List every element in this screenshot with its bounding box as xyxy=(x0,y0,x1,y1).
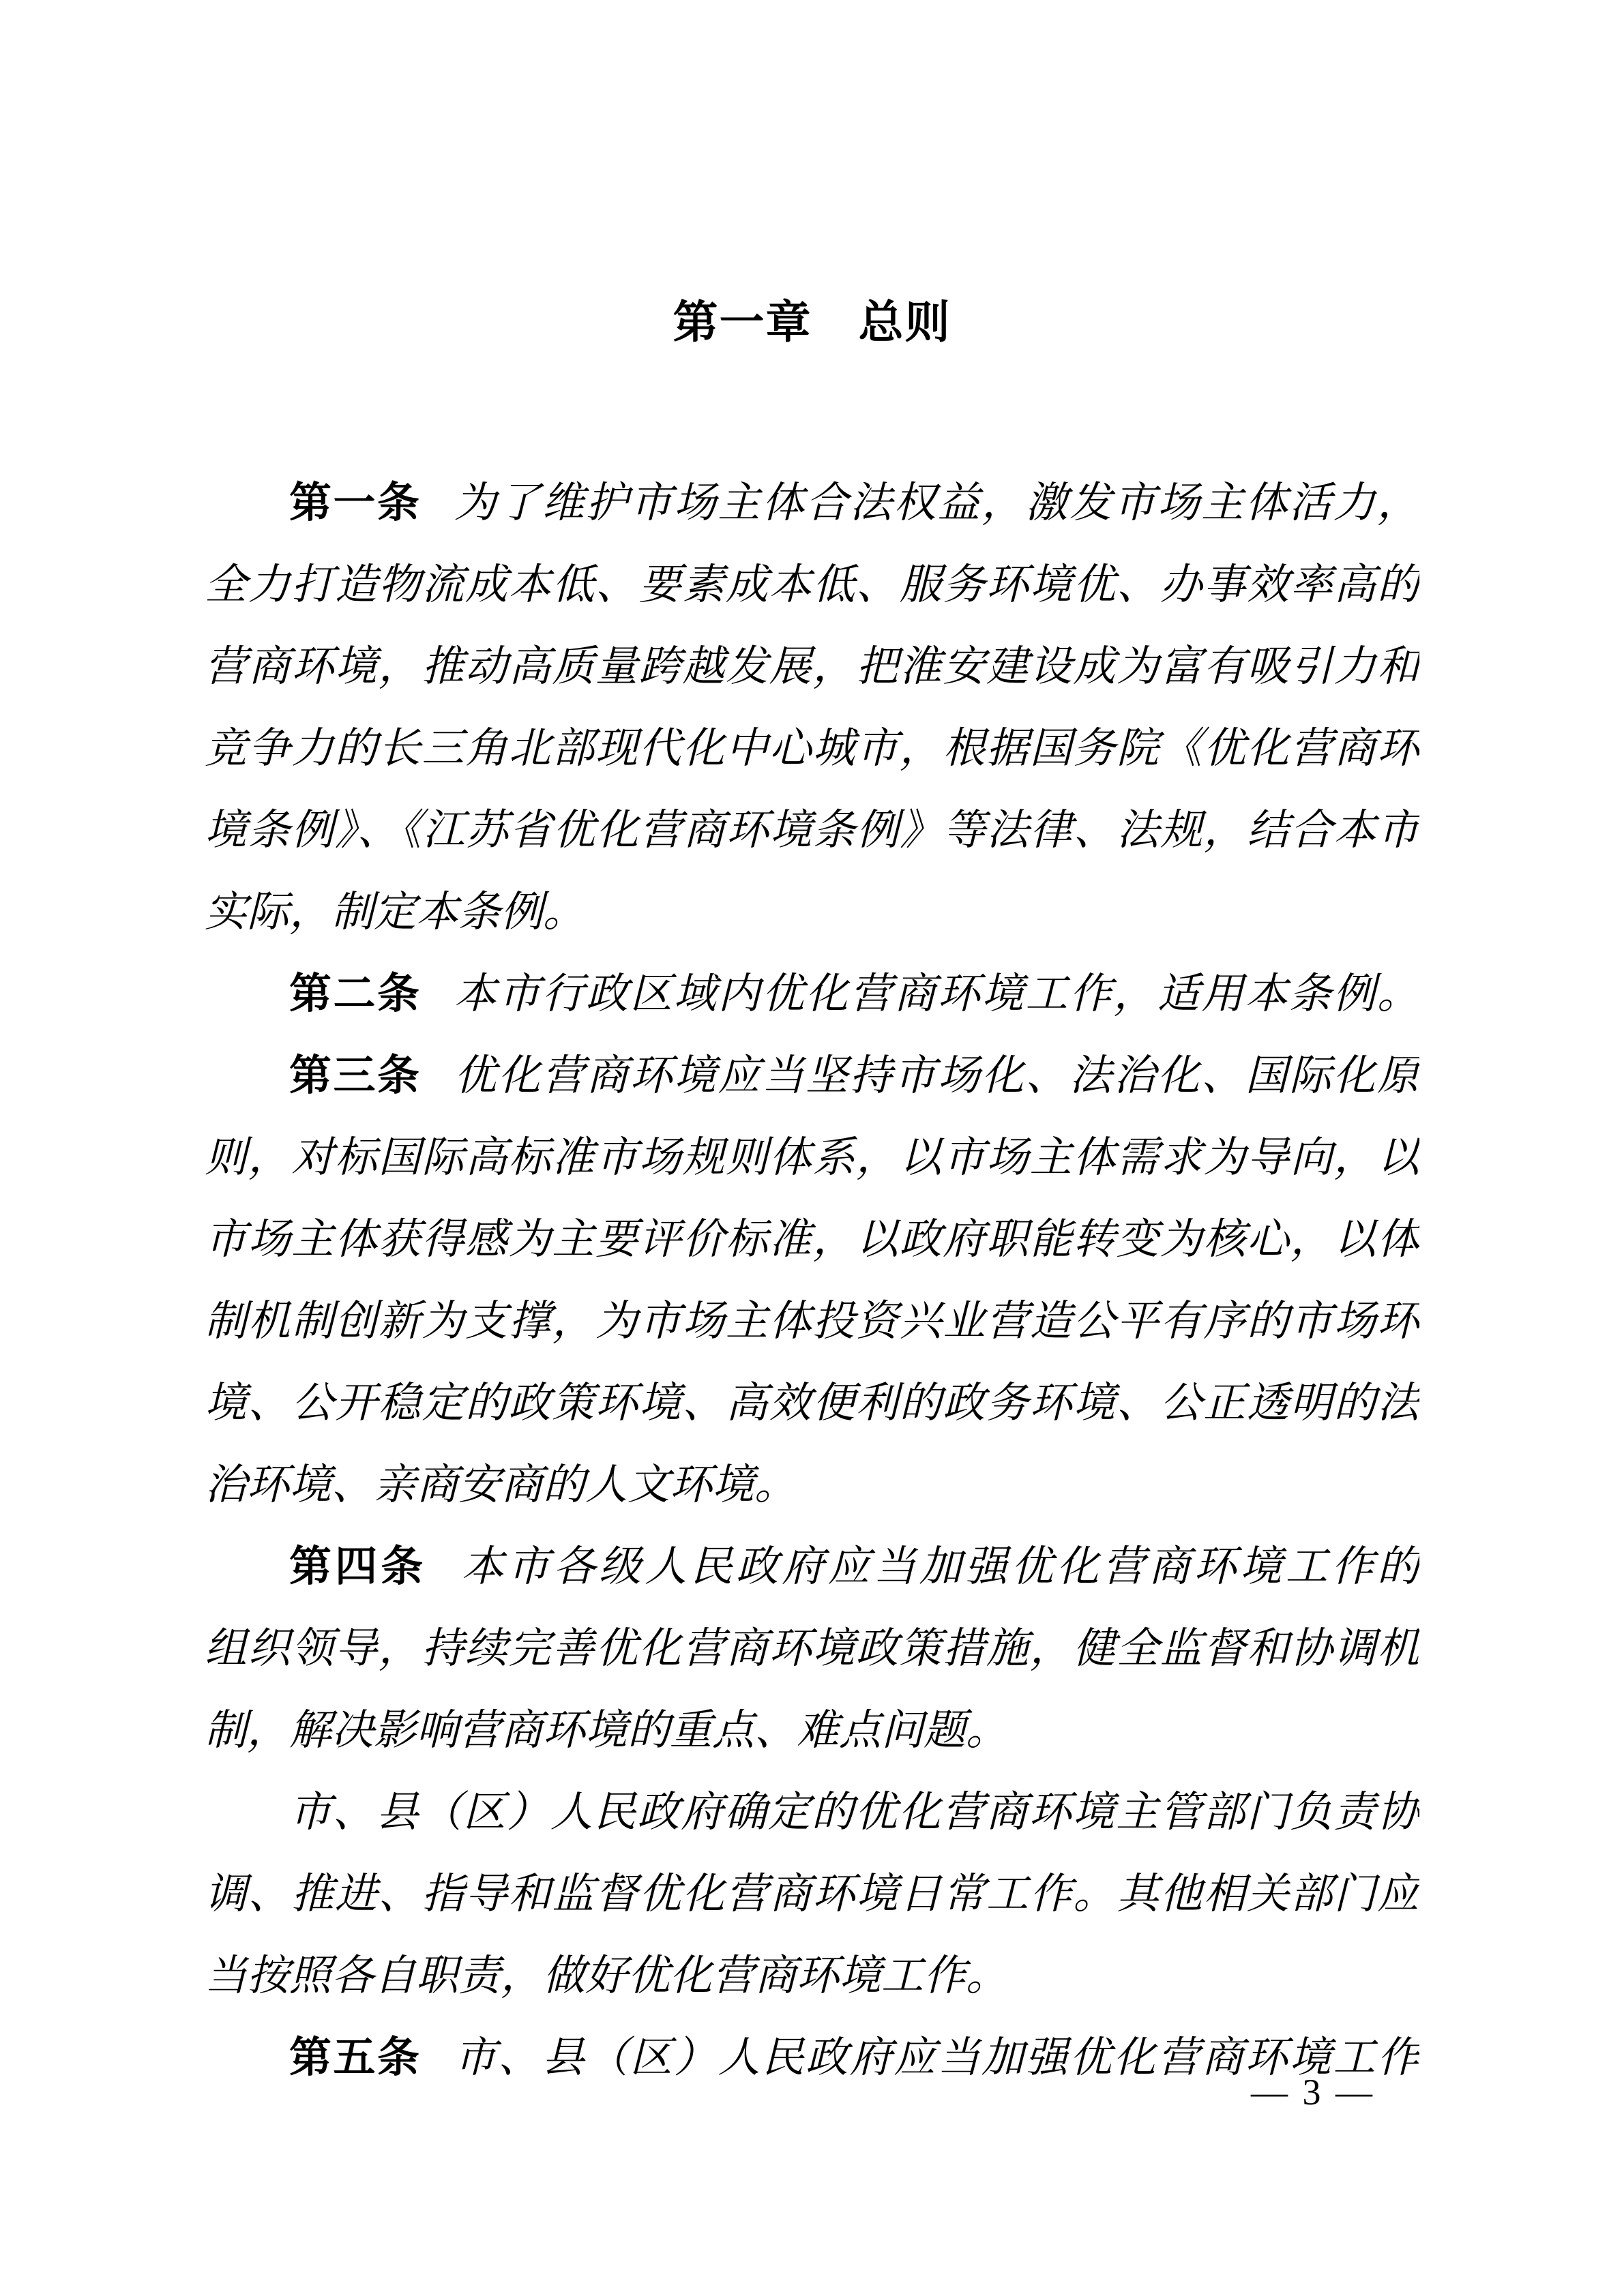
text-line xyxy=(205,1035,1419,1117)
chapter-heading: 第一章 总则 xyxy=(673,297,951,347)
text-line xyxy=(205,1690,1419,1772)
line-text: 当按照各自职责，做好优化营商环境工作。 xyxy=(205,1953,1009,1999)
text-line xyxy=(205,1444,1419,1526)
text-line xyxy=(205,708,1419,790)
text-line xyxy=(205,1362,1419,1444)
line-text: 全力打造物流成本低、要素成本低、服务环境优、办事效率高的 xyxy=(205,562,1419,608)
text-line xyxy=(205,871,1419,953)
line-text: 实际，制定本条例。 xyxy=(205,889,586,936)
line-text: 组织领导，持续完善优化营商环境政策措施，健全监督和协调机 xyxy=(205,1626,1419,1672)
line-text: 制，解决影响营商环境的重点、难点问题。 xyxy=(205,1708,1009,1754)
line-text: 为了维护市场主体合法权益，激发市场主体活力， xyxy=(452,480,1419,526)
label-gap xyxy=(421,2071,452,2072)
line-text: 市场主体获得感为主要评价标准，以政府职能转变为核心，以体 xyxy=(205,1217,1419,1263)
line-text: 竞争力的长三角北部现代化中心城市，根据国务院《优化营商环 xyxy=(205,726,1419,772)
text-line xyxy=(205,462,1419,544)
text-line xyxy=(205,2017,1419,2099)
line-text: 制机制创新为支撑，为市场主体投资兴业营造公平有序的市场环 xyxy=(205,1298,1419,1345)
text-line xyxy=(205,1117,1419,1199)
article-number-label: 第三条 xyxy=(289,1052,422,1099)
line-text: 本市各级人民政府应当加强优化营商环境工作的 xyxy=(458,1544,1419,1590)
text-line xyxy=(205,1935,1419,2017)
text-line xyxy=(205,1608,1419,1690)
line-text: 境、公开稳定的政策环境、高效便利的政务环境、公正透明的法 xyxy=(205,1380,1419,1427)
article-number-label: 第五条 xyxy=(289,2034,422,2081)
label-gap xyxy=(421,1007,452,1008)
line-text: 市、县（区）人民政府应当加强优化营商环境工作 xyxy=(452,2035,1419,2081)
text-line xyxy=(205,1853,1419,1935)
line-text: 境条例》、《江苏省优化营商环境条例》等法律、法规，结合本市 xyxy=(205,807,1419,854)
label-gap xyxy=(421,1089,452,1090)
line-text: 本市行政区域内优化营商环境工作，适用本条例。 xyxy=(452,971,1419,1017)
line-text: 则，对标国际高标准市场规则体系，以市场主体需求为导向，以 xyxy=(205,1135,1419,1181)
text-line xyxy=(205,1772,1419,1853)
document-body xyxy=(205,462,1419,2099)
text-line xyxy=(205,1281,1419,1362)
line-text: 优化营商环境应当坚持市场化、法治化、国际化原 xyxy=(452,1053,1419,1099)
article-number-label: 第二条 xyxy=(289,970,422,1017)
text-line xyxy=(205,1526,1419,1608)
label-gap xyxy=(426,1580,458,1581)
label-gap xyxy=(421,516,452,517)
article-number-label: 第一条 xyxy=(289,479,422,526)
text-line xyxy=(205,790,1419,871)
text-line xyxy=(205,544,1419,626)
article-number-label: 第四条 xyxy=(289,1543,427,1590)
text-line xyxy=(205,626,1419,708)
text-line xyxy=(205,1199,1419,1281)
page-number: — 3 — xyxy=(1251,2072,1375,2113)
text-line xyxy=(205,953,1419,1035)
line-text: 营商环境，推动高质量跨越发展，把淮安建设成为富有吸引力和 xyxy=(205,644,1419,690)
line-text: 治环境、亲商安商的人文环境。 xyxy=(205,1462,797,1508)
line-text: 市、县（区）人民政府确定的优化营商环境主管部门负责协 xyxy=(289,1789,1419,1836)
line-text: 调、推进、指导和监督优化营商环境日常工作。其他相关部门应 xyxy=(205,1871,1419,1918)
